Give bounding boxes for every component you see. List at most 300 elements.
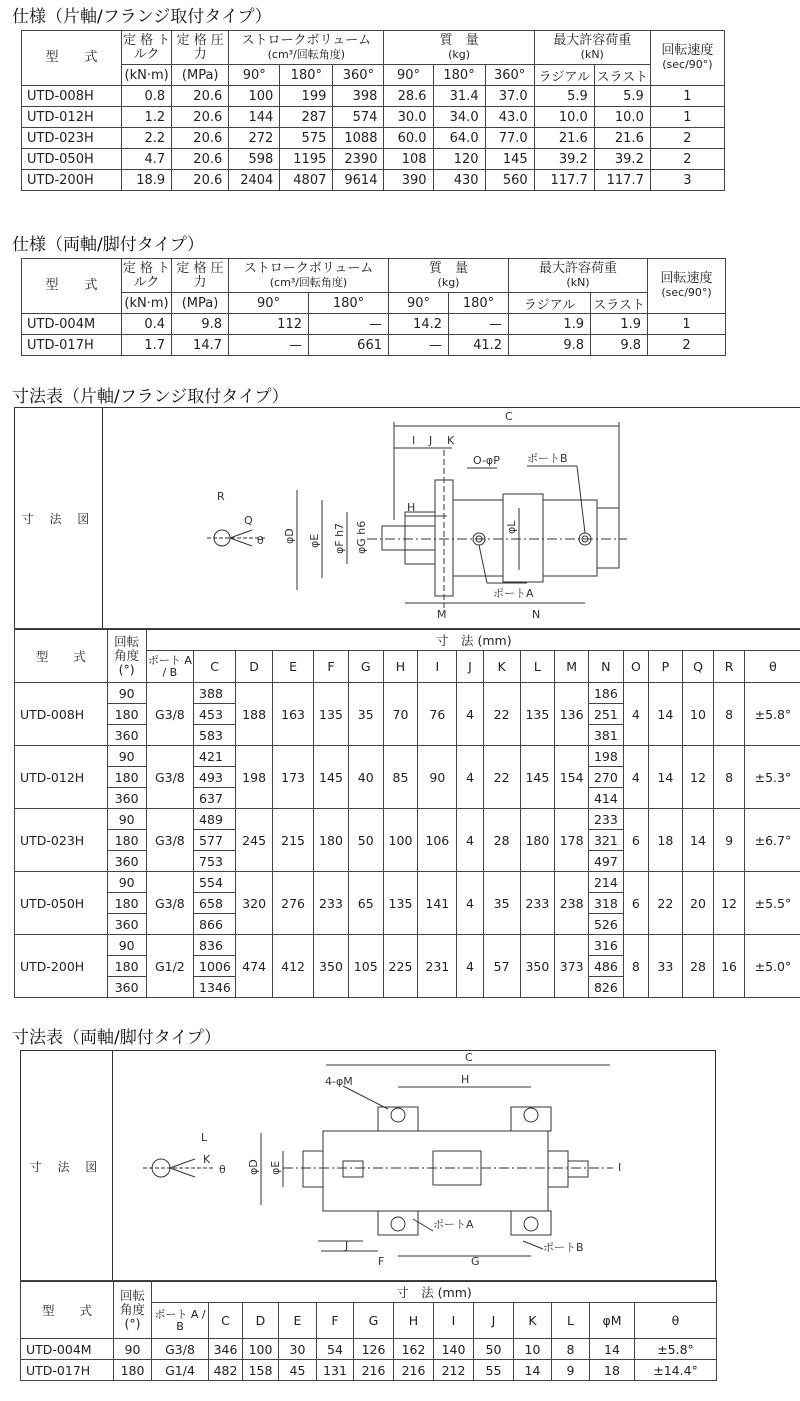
c-cell: 489 [194, 809, 236, 830]
dim-cell: 20 [682, 872, 714, 935]
svg-text:K: K [203, 1153, 211, 1166]
cell: 575 [280, 128, 333, 149]
n-cell: 233 [588, 809, 623, 830]
col-angle: 回転 角度 (°) [114, 1281, 152, 1339]
cell: G3/8 [152, 1339, 209, 1360]
dim-cell: 233 [520, 872, 555, 935]
cell: 5.9 [534, 86, 594, 107]
table-row [22, 107, 725, 128]
cell: 4807 [280, 170, 333, 191]
dim-cell: 22 [649, 872, 683, 935]
cell: 9614 [333, 170, 384, 191]
dim-cell: 4 [623, 746, 648, 809]
dim-cell: 33 [649, 935, 683, 998]
spec-double-title: 仕様（両軸/脚付タイプ） [12, 235, 205, 255]
model-cell: UTD-008H [15, 683, 108, 746]
cell: 9.8 [172, 314, 229, 335]
table-row [15, 809, 800, 830]
n-cell: 318 [588, 893, 623, 914]
cell: — [449, 314, 509, 335]
cell: 1088 [333, 128, 384, 149]
n-cell: 186 [588, 683, 623, 704]
cell: 9 [552, 1360, 590, 1381]
cell: 14 [514, 1360, 552, 1381]
svg-text:ポートA: ポートA [433, 1218, 474, 1231]
model-cell: UTD-050H [15, 872, 108, 935]
dim-cell: 180 [314, 809, 349, 872]
cell: 1.2 [122, 107, 172, 128]
dim-cell: 65 [348, 872, 383, 935]
cell: ±14.4° [635, 1360, 717, 1381]
svg-text:θ: θ [219, 1163, 226, 1176]
n-cell: 198 [588, 746, 623, 767]
dim-cell: 22 [483, 746, 520, 809]
cell: 41.2 [449, 335, 509, 356]
dim-cell: 145 [314, 746, 349, 809]
col-dims: 寸 法 (mm) [152, 1281, 717, 1303]
cell: 1 [648, 314, 726, 335]
cell: 180 [114, 1360, 152, 1381]
cell: 20.6 [172, 149, 229, 170]
cell: 390 [384, 170, 433, 191]
cell: 10.0 [534, 107, 594, 128]
dim-cell: 8 [714, 746, 745, 809]
col-dim: L [520, 651, 555, 683]
dim-cell: 10 [682, 683, 714, 746]
cell: 100 [243, 1339, 279, 1360]
unit-torque: (kN·m) [122, 293, 172, 314]
dim-cell: 105 [348, 935, 383, 998]
col-radial: ラジアル [509, 293, 591, 314]
cell: 14.7 [172, 335, 229, 356]
dim-cell: ±5.8° [744, 683, 800, 746]
cell: 1195 [280, 149, 333, 170]
unit-torque: (kN·m) [122, 65, 172, 86]
dim-cell: 4 [457, 746, 483, 809]
col-dim: I [418, 651, 457, 683]
col-speed: 回転速度 (sec/90°) [648, 259, 726, 314]
cell: 3 [650, 170, 724, 191]
col-dim: C [209, 1303, 243, 1339]
dim-cell: 14 [649, 746, 683, 809]
table-row [15, 683, 800, 704]
dim-cell: 474 [236, 935, 273, 998]
col-stroke: ストロークボリューム (cm³/回転角度) [229, 31, 384, 65]
dim-cell: 100 [383, 809, 418, 872]
c-cell: 1006 [194, 956, 236, 977]
svg-text:I: I [412, 434, 416, 447]
dim-cell: 70 [383, 683, 418, 746]
table-row [22, 128, 725, 149]
dim-cell: 163 [273, 683, 314, 746]
dim-cell: 35 [348, 683, 383, 746]
angle-cell: 360 [107, 851, 146, 872]
angle-cell: 180 [107, 830, 146, 851]
col-thrust: スラスト [594, 65, 650, 86]
dim-single-diagram-box [14, 407, 800, 630]
c-cell: 866 [194, 914, 236, 935]
dim-cell: 135 [314, 683, 349, 746]
double-shaft-drawing [113, 1051, 713, 1281]
angle-cell: 180 [107, 956, 146, 977]
dim-cell: 350 [520, 935, 555, 998]
dim-single-table [14, 628, 800, 998]
col-dim: L [552, 1303, 590, 1339]
col-dim: H [394, 1303, 434, 1339]
dim-cell: 14 [649, 683, 683, 746]
cell: 287 [280, 107, 333, 128]
col-radial: ラジアル [534, 65, 594, 86]
col-dim: K [483, 651, 520, 683]
angle-cell: 360 [107, 725, 146, 746]
cell: 199 [280, 86, 333, 107]
dim-cell: 373 [555, 935, 589, 998]
angle-180: 180° [309, 293, 389, 314]
table-row [15, 935, 800, 956]
n-cell: 486 [588, 956, 623, 977]
cell: 100 [229, 86, 280, 107]
svg-text:M: M [437, 608, 447, 621]
dim-single-title: 寸法表（片軸/フランジ取付タイプ） [12, 387, 289, 407]
dim-cell: 12 [682, 746, 714, 809]
c-cell: 658 [194, 893, 236, 914]
angle-cell: 180 [107, 893, 146, 914]
dim-cell: 412 [273, 935, 314, 998]
table-row [15, 746, 800, 767]
col-dim: N [588, 651, 623, 683]
col-load: 最大許容荷重 (kN) [509, 259, 648, 293]
dim-cell: 22 [483, 683, 520, 746]
cell: 20.6 [172, 170, 229, 191]
svg-text:φE: φE [269, 1160, 282, 1175]
cell: 1.9 [509, 314, 591, 335]
dim-cell: 6 [623, 872, 648, 935]
dim-cell: 276 [273, 872, 314, 935]
cell: UTD-004M [21, 1339, 114, 1360]
cell: 2 [648, 335, 726, 356]
dim-cell: 4 [457, 872, 483, 935]
svg-text:ポートA: ポートA [493, 587, 534, 600]
col-dim: D [236, 651, 273, 683]
dim-cell: 16 [714, 935, 745, 998]
cell: 20.6 [172, 107, 229, 128]
cell: 37.0 [485, 86, 534, 107]
unit-pressure: (MPa) [172, 293, 229, 314]
cell: 598 [229, 149, 280, 170]
cell: 346 [209, 1339, 243, 1360]
cell: 10 [514, 1339, 552, 1360]
dim-cell: 76 [418, 683, 457, 746]
c-cell: 554 [194, 872, 236, 893]
svg-text:φF h7: φF h7 [333, 522, 346, 554]
table-row [22, 149, 725, 170]
col-port: ポート A / B [146, 651, 193, 683]
dim-cell: 136 [555, 683, 589, 746]
col-dims: 寸 法 (mm) [146, 629, 800, 651]
svg-text:θ: θ [257, 534, 264, 547]
col-torque: 定 格 トルク [122, 31, 172, 65]
col-pressure: 定 格 圧 力 [172, 259, 229, 293]
dim-cell: 238 [555, 872, 589, 935]
cell: 398 [333, 86, 384, 107]
dim-cell: 135 [383, 872, 418, 935]
angle-cell: 90 [107, 872, 146, 893]
cell: 430 [433, 170, 485, 191]
dim-double-diagram-box [20, 1050, 716, 1282]
angle-cell: 360 [107, 914, 146, 935]
col-load: 最大許容荷重 (kN) [534, 31, 650, 65]
svg-text:J: J [345, 1239, 349, 1252]
col-model: 型 式 [15, 629, 108, 683]
col-mass: 質 量 (kg) [389, 259, 509, 293]
dim-cell: 178 [555, 809, 589, 872]
dim-cell: 320 [236, 872, 273, 935]
dim-cell: 350 [314, 935, 349, 998]
spec-double-table [21, 258, 726, 356]
diagram-label: 寸 法 図 [29, 1159, 104, 1174]
table-row [21, 1339, 717, 1360]
cell: 145 [485, 149, 534, 170]
dim-cell: 233 [314, 872, 349, 935]
n-cell: 826 [588, 977, 623, 998]
cell: — [309, 314, 389, 335]
svg-text:F: F [378, 1255, 385, 1268]
n-cell: 214 [588, 872, 623, 893]
dim-cell: 141 [418, 872, 457, 935]
cell: 20.6 [172, 128, 229, 149]
col-angle: 回転 角度 (°) [107, 629, 146, 683]
svg-text:C: C [465, 1051, 473, 1064]
cell: UTD-017H [21, 1360, 114, 1381]
cell: 1.9 [591, 314, 648, 335]
cell: 10.0 [594, 107, 650, 128]
n-cell: 321 [588, 830, 623, 851]
angle-cell: 180 [107, 767, 146, 788]
svg-text:ポートB: ポートB [543, 1241, 584, 1254]
spec-single-title: 仕様（片軸/フランジ取付タイプ） [12, 7, 272, 27]
cell: UTD-017H [22, 335, 122, 356]
spec-single-table [21, 30, 725, 191]
angle-360: 360° [485, 65, 534, 86]
cell: 1 [650, 86, 724, 107]
cell: 1 [650, 107, 724, 128]
cell: 212 [434, 1360, 474, 1381]
cell: 39.2 [534, 149, 594, 170]
col-dim: J [474, 1303, 514, 1339]
dim-double-title: 寸法表（両軸/脚付タイプ） [12, 1028, 222, 1048]
svg-text:ポートB: ポートB [527, 452, 568, 465]
cell: UTD-012H [22, 107, 122, 128]
dim-cell: 4 [457, 935, 483, 998]
col-dim: D [243, 1303, 279, 1339]
n-cell: 316 [588, 935, 623, 956]
cell: 2390 [333, 149, 384, 170]
svg-text:Q: Q [244, 514, 253, 527]
col-model: 型 式 [21, 1281, 114, 1339]
svg-text:I: I [618, 1161, 622, 1174]
cell: 28.6 [384, 86, 433, 107]
col-speed: 回転速度 (sec/90°) [650, 31, 724, 86]
cell: G1/4 [152, 1360, 209, 1381]
col-dim: E [273, 651, 314, 683]
model-cell: UTD-023H [15, 809, 108, 872]
cell: 20.6 [172, 86, 229, 107]
svg-text:φD: φD [247, 1159, 260, 1175]
port-cell: G1/2 [146, 935, 193, 998]
n-cell: 381 [588, 725, 623, 746]
cell: 2.2 [122, 128, 172, 149]
dim-cell: 28 [483, 809, 520, 872]
dim-cell: 6 [623, 809, 648, 872]
cell: 77.0 [485, 128, 534, 149]
cell: 43.0 [485, 107, 534, 128]
cell: 4.7 [122, 149, 172, 170]
svg-text:4-φM: 4-φM [325, 1075, 353, 1088]
table-row [22, 335, 726, 356]
dim-cell: 12 [714, 872, 745, 935]
dim-cell: 4 [457, 809, 483, 872]
n-cell: 526 [588, 914, 623, 935]
dim-cell: 106 [418, 809, 457, 872]
cell: 18 [590, 1360, 635, 1381]
svg-text:H: H [407, 501, 416, 514]
cell: 117.7 [594, 170, 650, 191]
col-dim: F [314, 651, 349, 683]
dim-cell: 90 [418, 746, 457, 809]
cell: 131 [317, 1360, 354, 1381]
col-port: ポート A / B [152, 1303, 209, 1339]
angle-180: 180° [433, 65, 485, 86]
svg-text:G: G [471, 1255, 480, 1268]
dim-cell: 8 [623, 935, 648, 998]
cell: — [389, 335, 449, 356]
c-cell: 453 [194, 704, 236, 725]
dim-cell: ±5.5° [744, 872, 800, 935]
cell: 1.7 [122, 335, 172, 356]
cell: UTD-008H [22, 86, 122, 107]
c-cell: 493 [194, 767, 236, 788]
cell: 60.0 [384, 128, 433, 149]
cell: 112 [229, 314, 309, 335]
cell: 55 [474, 1360, 514, 1381]
angle-cell: 90 [107, 683, 146, 704]
angle-cell: 180 [107, 704, 146, 725]
angle-cell: 90 [107, 809, 146, 830]
col-dim: G [354, 1303, 394, 1339]
svg-text:φL: φL [505, 520, 518, 534]
col-dim: θ [635, 1303, 717, 1339]
cell: 21.6 [594, 128, 650, 149]
svg-text:φE: φE [308, 533, 321, 548]
dim-cell: 4 [623, 683, 648, 746]
dim-cell: 40 [348, 746, 383, 809]
col-dim: P [649, 651, 683, 683]
col-dim: M [555, 651, 589, 683]
col-thrust: スラスト [591, 293, 648, 314]
model-cell: UTD-012H [15, 746, 108, 809]
cell: 14 [590, 1339, 635, 1360]
cell: 34.0 [433, 107, 485, 128]
cell: 8 [552, 1339, 590, 1360]
dim-double-table [20, 1280, 717, 1381]
dim-cell: 135 [520, 683, 555, 746]
cell: 144 [229, 107, 280, 128]
cell: 30.0 [384, 107, 433, 128]
cell: 216 [394, 1360, 434, 1381]
cell: 117.7 [534, 170, 594, 191]
angle-180: 180° [449, 293, 509, 314]
col-mass: 質 量 (kg) [384, 31, 534, 65]
col-dim: E [279, 1303, 317, 1339]
angle-90: 90° [384, 65, 433, 86]
unit-pressure: (MPa) [172, 65, 229, 86]
dim-cell: 57 [483, 935, 520, 998]
cell: 5.9 [594, 86, 650, 107]
cell: 482 [209, 1360, 243, 1381]
col-dim: F [317, 1303, 354, 1339]
n-cell: 270 [588, 767, 623, 788]
dim-cell: 173 [273, 746, 314, 809]
table-row [22, 170, 725, 191]
dim-cell: 215 [273, 809, 314, 872]
dim-cell: 198 [236, 746, 273, 809]
cell: ±5.8° [635, 1339, 717, 1360]
dim-cell: 154 [555, 746, 589, 809]
c-cell: 1346 [194, 977, 236, 998]
table-row [22, 314, 726, 335]
svg-text:R: R [217, 490, 225, 503]
col-dim: J [457, 651, 483, 683]
cell: 54 [317, 1339, 354, 1360]
n-cell: 497 [588, 851, 623, 872]
svg-text:H: H [461, 1073, 470, 1086]
cell: UTD-050H [22, 149, 122, 170]
cell: 0.4 [122, 314, 172, 335]
n-cell: 414 [588, 788, 623, 809]
angle-360: 360° [333, 65, 384, 86]
svg-text:L: L [201, 1131, 208, 1144]
dim-cell: 14 [682, 809, 714, 872]
dim-cell: 225 [383, 935, 418, 998]
svg-text:φD: φD [283, 528, 296, 544]
cell: 31.4 [433, 86, 485, 107]
angle-cell: 360 [107, 977, 146, 998]
c-cell: 388 [194, 683, 236, 704]
cell: UTD-004M [22, 314, 122, 335]
c-cell: 583 [194, 725, 236, 746]
angle-180: 180° [280, 65, 333, 86]
c-cell: 753 [194, 851, 236, 872]
dim-cell: 9 [714, 809, 745, 872]
col-dim: G [348, 651, 383, 683]
dim-cell: 231 [418, 935, 457, 998]
col-pressure: 定 格 圧 力 [172, 31, 229, 65]
svg-text:J: J [429, 434, 433, 447]
cell: 2404 [229, 170, 280, 191]
dim-cell: 18 [649, 809, 683, 872]
col-dim: K [514, 1303, 552, 1339]
cell: 140 [434, 1339, 474, 1360]
cell: 90 [114, 1339, 152, 1360]
dim-cell: ±5.3° [744, 746, 800, 809]
cell: 574 [333, 107, 384, 128]
port-cell: G3/8 [146, 809, 193, 872]
angle-cell: 90 [107, 746, 146, 767]
dim-cell: 50 [348, 809, 383, 872]
cell: UTD-200H [22, 170, 122, 191]
label-C: C [505, 410, 513, 423]
col-dim: H [383, 651, 418, 683]
